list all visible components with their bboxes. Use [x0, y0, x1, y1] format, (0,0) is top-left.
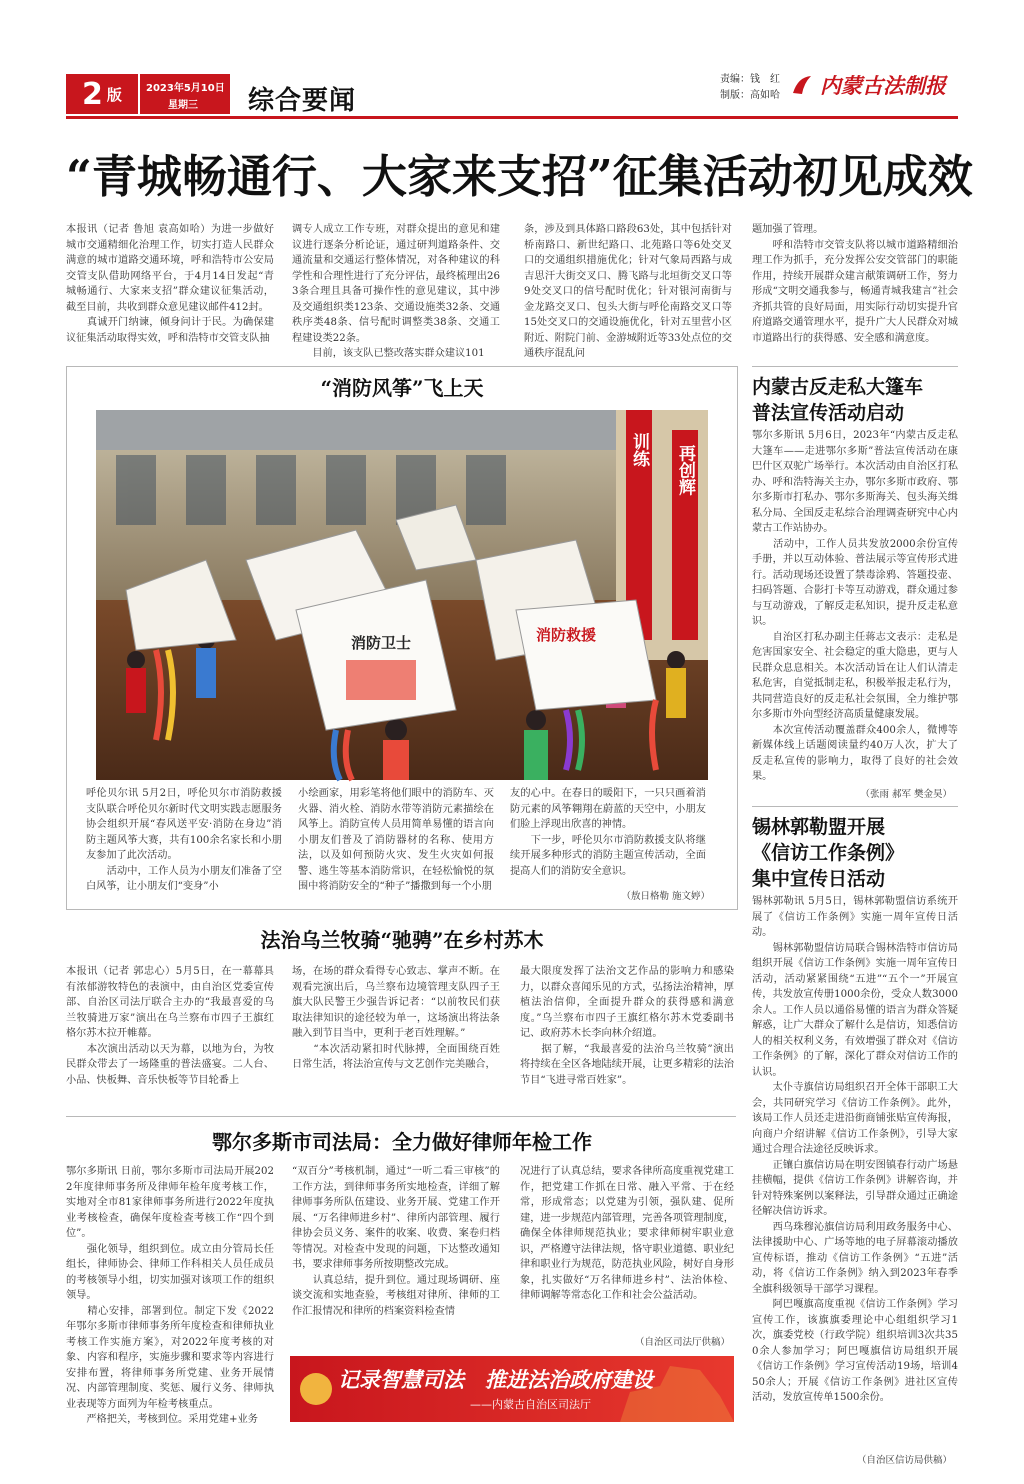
headline-col-1: 本报讯（记者 鲁旭 袁高如哈）为进一步做好城市交通精细化治理工作，切实打造人民群众满意的城市道路交通环境，呼和浩特市公安局交管支队借助网络平台，于4月14日发起“青城畅通行、大家来支招”群众建议征集活动，截至目前，共收到群众意见建议邮件412封。 真诚开门纳谏，倾身问计于民。为确保建议征集活动取得实效，呼和浩特市交管支队抽: [66, 224, 274, 344]
issue-date: 2023年5月10日: [146, 83, 225, 94]
mongol-law-col-1: 本报讯（记者 郭忠心）5月5日，在一幕幕具有浓郁游牧特色的表演中，由自治区党委宣传部、自治区司法厅联合主办的“我最喜爱的乌兰牧骑进万家”演出在乌兰察布市四子王旗红格尔苏木拉开帷幕。 本次演出活动以天为幕，以地为台，为牧民群众带去了一场隆重的普法盛宴。二人台、小品、快板舞、音乐快板等节目轮番上: [66, 966, 274, 1086]
right-column-top-rule: [752, 366, 958, 367]
headline-col-3: 条，涉及到具体路口路段63处，其中包括针对桥南路口、新世纪路口、北苑路口等6处交叉口的交通组织措施优化；针对气象局西路与成吉思汗大街交叉口、腾飞路与北垣街交叉口等9处交叉口的信号配时优化；针对银河南街与金龙路交叉口、包头大街与呼伦南路交叉口等15处交叉口的交通设施优化，针对五里营小区附近、附院门前、金游城附近等33处点位的交通秩序混乱问: [524, 224, 732, 359]
xilin-body: 锡林郭勒讯 5月5日，锡林郭勒盟信访系统开展了《信访工作条例》实施一周年宣传日活动。 锡林郭勒盟信访局联合锡林浩特市信访局组织开展《信访工作条例》实施一周年宣传日活动，活动紧紧围绕“五进”“五个一”开展宣传，共发放宣传册1000余份，受众人数3000余人。工作人员以通俗易懂的语言为群众答疑解惑，让广大群众了解什么是信访，知悉信访人的相关权利义务，有效增强了群众对《信访工作条例》的了解，深化了群众对信访工作的认识。 太仆寺旗信访局组织召开全体干部职工大会，共同研究学习《信访工作条例》。此外，该局工作人员还走进沿街商铺张贴宣传海报，向商户介绍讲解《信访工作条例》，引导大家通过合理合法途径反映诉求。 正镶白旗信访局在明安图镇春行动广场悬挂横幅，提供《信访工作条例》讲解咨询，并针对特殊案例以案释法，引导群众通过正确途径解决信访诉求。 西乌珠穆沁旗信访局利用政务服务中心、法律援助中心、广场等地的电子屏幕滚动播放宣传标语，推动《信访工作条例》“五进”活动，将《信访工作条例》纳入到2023年春季全旗科级领导干部学习课程。 阿巴嘎旗高度重视《信访工作条例》学习宣传工作，该旗旗委理论中心组组织学习1次，旗委党校（行政学院）组织培训3次共350余人参加学习；阿巴嘎旗信访局组织开展《信访工作条例》学习宣传活动19场，培训450余人；开展《信访工作条例》进社区宣传活动，发放宣传单1500余份。: [752, 896, 958, 1403]
ordos-lawyer-title: 鄂尔多斯市司法局：全力做好律师年检工作: [212, 1130, 592, 1154]
fire-kite-photo: [96, 410, 708, 780]
xilin-title-2: 《信访工作条例》: [752, 842, 905, 864]
fire-kite-credit: （敖日格勒 施文婷）: [621, 891, 710, 902]
banner-sub: ——内蒙古自治区司法厅: [470, 1398, 591, 1411]
headline-col-2: 调专人成立工作专班，对群众提出的意见和建议进行逐条分析论证，通过研判道路条件、交通流量和交通运行整体情况，对各种建议的科学性和合理性进行了充分评估，最终梳理出263条合理且具备可操作性的意见建议，其中涉及交通组织类123条、交通设施类32条、交通秩序类48条、信号配时调整类38条、交通工程建设类22条。 目前，该支队已整改落实群众建议101: [292, 224, 500, 359]
ordos-lawyer-col-1: 鄂尔多斯讯 日前，鄂尔多斯市司法局开展2022年度律师事务所及律师年检年度考核工作，实地对全市81家律师事务所进行2022年度执业考核检查，确保年度检查考核工作“四个到位”。 强化领导，组织到位。成立由分管局长任组长，律师协会、律师工作科相关人员任成员的考核领导小组，切实加强对该项工作的组织领导。 精心安排，部署到位。制定下发《2022年鄂尔多斯市律师事务所年度检查和律师执业考核工作实施方案》，对2022年度考核的对象、内容和程序，实施步骤和要求等内容进行安排布置，将律师事务所党建、业务开展情况、内部管理制度、奖惩、履行义务、律师执业表现等方面列为年检考核重点。 严格把关，考核到位。采用党建+业务: [66, 1166, 274, 1425]
xilin-title-1: 锡林郭勒盟开展: [752, 816, 886, 838]
kite-text-1: 消防卫士: [351, 634, 412, 652]
issue-date-box: [140, 74, 230, 114]
photo-banner-2: 再创辉: [675, 444, 695, 496]
issue-weekday: 星期三: [168, 100, 198, 111]
mongol-law-col-3: 最大限度发挥了法治文艺作品的影响力和感染力，以群众喜闻乐见的方式，弘扬法治精神，厚植法治信仰，全面提升群众的获得感和满意度。”乌兰察布市四子王旗红格尔苏木党委副书记、政府苏木长李向林介绍道。 据了解，“我最喜爱的法治乌兰牧骑”演出将持续在全区各地陆续开展，让更多精彩的法治节目“飞进寻常百姓家”。: [520, 966, 734, 1086]
anti-smuggling-title-1: 内蒙古反走私大篷车: [752, 376, 924, 398]
mongol-law-title: 法治乌兰牧骑“驰骋”在乡村苏木: [260, 928, 544, 952]
fire-kite-col-3: 友的心中。在春日的暖阳下，一只只画着消防元素的风筝翱翔在蔚蓝的天空中，小朋友们脸上浮现出欣喜的神情。 下一步，呼伦贝尔市消防救援支队将继续开展多种形式的消防主题宣传活动，全面提高人们的消防安全意识。: [510, 788, 706, 877]
ordos-lawyer-col-2: “双百分”考核机制，通过“一听二看三审核”的工作方法，到律师事务所实地检查，详细了解律师事务所队伍建设、业务开展、党建工作开展、“万名律师进乡村”、律所内部管理、履行律协会员义务、案件的收案、收费、案卷归档等情况。对检查中发现的问题，下达整改通知书，要求律师事务所按期整改完成。 认真总结，提升到位。通过现场调研、座谈交流和实地查验，考核组对律所、律师的工作汇报情况和律所的档案资料检查情: [292, 1166, 500, 1317]
party-emblem-icon: [300, 1373, 332, 1405]
fire-kite-col-1: 呼伦贝尔讯 5月2日，呼伦贝尔市消防救援支队联合呼伦贝尔新时代文明实践志愿服务协会组织开展“春风送平安·消防在身边”消防主题风筝大赛，共有100余名家长和小朋友参加了此次活动。 活动中，工作人员为小朋友们准备了空白风筝，让小朋友们“变身”小: [86, 788, 282, 892]
paper-name: 内蒙古法制报: [820, 73, 946, 98]
photo-banner-1: 训练: [629, 433, 649, 467]
ordos-lawyer-frame: [66, 1116, 736, 1117]
anti-smuggling-title-2: 普法宣传活动启动: [752, 402, 905, 424]
paper-logo: [790, 70, 946, 100]
paper-emblem-icon: [790, 73, 814, 97]
fire-kite-col-2: 小绘画家，用彩笔将他们眼中的消防车、灭火器、消火栓、消防水带等消防元素描绘在风筝上。消防宣传人员用简单易懂的语言向小朋友们普及了消防器材的名称、使用方法，以及如何预防火灾、发生火灾如何报警、逃生等基本消防常识，在轻松愉悦的氛围中将消防安全的“种子”播撒到每一个小朋: [298, 788, 494, 892]
section-name: 综合要闻: [248, 86, 357, 116]
xilin-title-3: 集中宣传日活动: [752, 868, 886, 890]
kite-text-2: 消防救援: [536, 626, 597, 644]
ordos-lawyer-credit: （自治区司法厅供稿）: [634, 1337, 730, 1348]
kite-scene-illustration: [96, 410, 708, 780]
anti-smuggling-credit: （张雨 郝军 樊金昊）: [860, 789, 952, 800]
masthead-rule: [66, 116, 958, 119]
banner-text: 记录智慧司法 推进法治政府建设: [338, 1368, 653, 1392]
page-number: 2: [82, 76, 103, 112]
justice-banner: [290, 1356, 734, 1422]
mongol-law-col-2: 场，在场的群众看得专心致志、掌声不断。在观看完演出后，乌兰察布边境管理支队四子王旗大队民警王少强告诉记者：“以前牧民们获取法律知识的途径较为单一，这场演出将法条融入到节目当中，更利于老百姓理解。” “本次活动紧扣时代脉搏，全面围绕百姓日常生活，将法治宣传与文艺创作完美融合，: [292, 966, 500, 1070]
headline-col-4: 题加强了管理。 呼和浩特市交管支队将以城市道路精细治理工作为抓手，充分发挥公安交管部门的职能作用，持续开展群众建言献策调研工作，努力形成“文明交通我参与，畅通青城我建言”社会齐抓共管的良好局面，用实际行动切实提升官府道路交通管理水平，提升广大人民群众对城市道路出行的获得感、安全感和满意度。: [752, 224, 958, 344]
anti-smuggling-body: 鄂尔多斯讯 5月6日，2023年“内蒙古反走私大篷车——走进鄂尔多斯”普法宣传活动在康巴什区双驼广场举行。本次活动由自治区打私办、呼和浩特海关主办，鄂尔多斯市政府、鄂尔多斯市打私办、鄂尔多斯海关、包头海关缉私分局、全国反走私综合治理调查研究中心内蒙古工作站协办。 活动中，工作人员共发放2000余份宣传手册，并以互动体验、普法展示等宣传形式进行。活动现场还设置了禁毒涂鸦、答题投壶、扫码答题、合影打卡等互动游戏，群众通过参与互动游戏，了解反走私知识，提升反走私意识。 自治区打私办副主任蒋志文表示：走私是危害国家安全、社会稳定的重大隐患，更与人民群众息息相关。本次活动旨在让人们认清走私危害，自觉抵制走私，积极举报走私行为，共同营造良好的反走私社会氛围，全力维护鄂尔多斯市外向型经济高质量健康发展。 本次宣传活动覆盖群众400余人，微博等新媒体线上话题阅读量约40万人次，扩大了反走私宣传的影响力，取得了良好的社会效果。: [752, 430, 958, 782]
ordos-lawyer-col-3: 况进行了认真总结，要求各律所高度重视党建工作，把党建工作抓在日常、融入平常、于在经常，形成常态；以党建为引领，强队建、促所建，进一步规范内部管理，完善各项管理制度，确保全体律师规范执业；要求律师树牢职业意识，严格遵守法律法规，恪守职业道德、职业纪律和职业行为规范，防范执业风险，树好自身形象，扎实做好“万名律师进乡村”、法治体检、律师调解等常态化工作和社会公益活动。: [520, 1166, 734, 1301]
xilin-credit: （自治区信访局供稿）: [856, 1455, 952, 1466]
fire-kite-title: “消防风筝”飞上天: [320, 376, 484, 400]
producer-credit: 制版：高如哈: [720, 90, 780, 101]
editor-credit: 责编：钱 红: [720, 74, 780, 85]
headline-title: “青城畅通行、大家来支招”征集活动初见成效: [66, 150, 973, 203]
page-number-box: [66, 74, 138, 114]
right-column-mid-rule: [752, 806, 958, 807]
page-unit: 版: [106, 85, 122, 104]
